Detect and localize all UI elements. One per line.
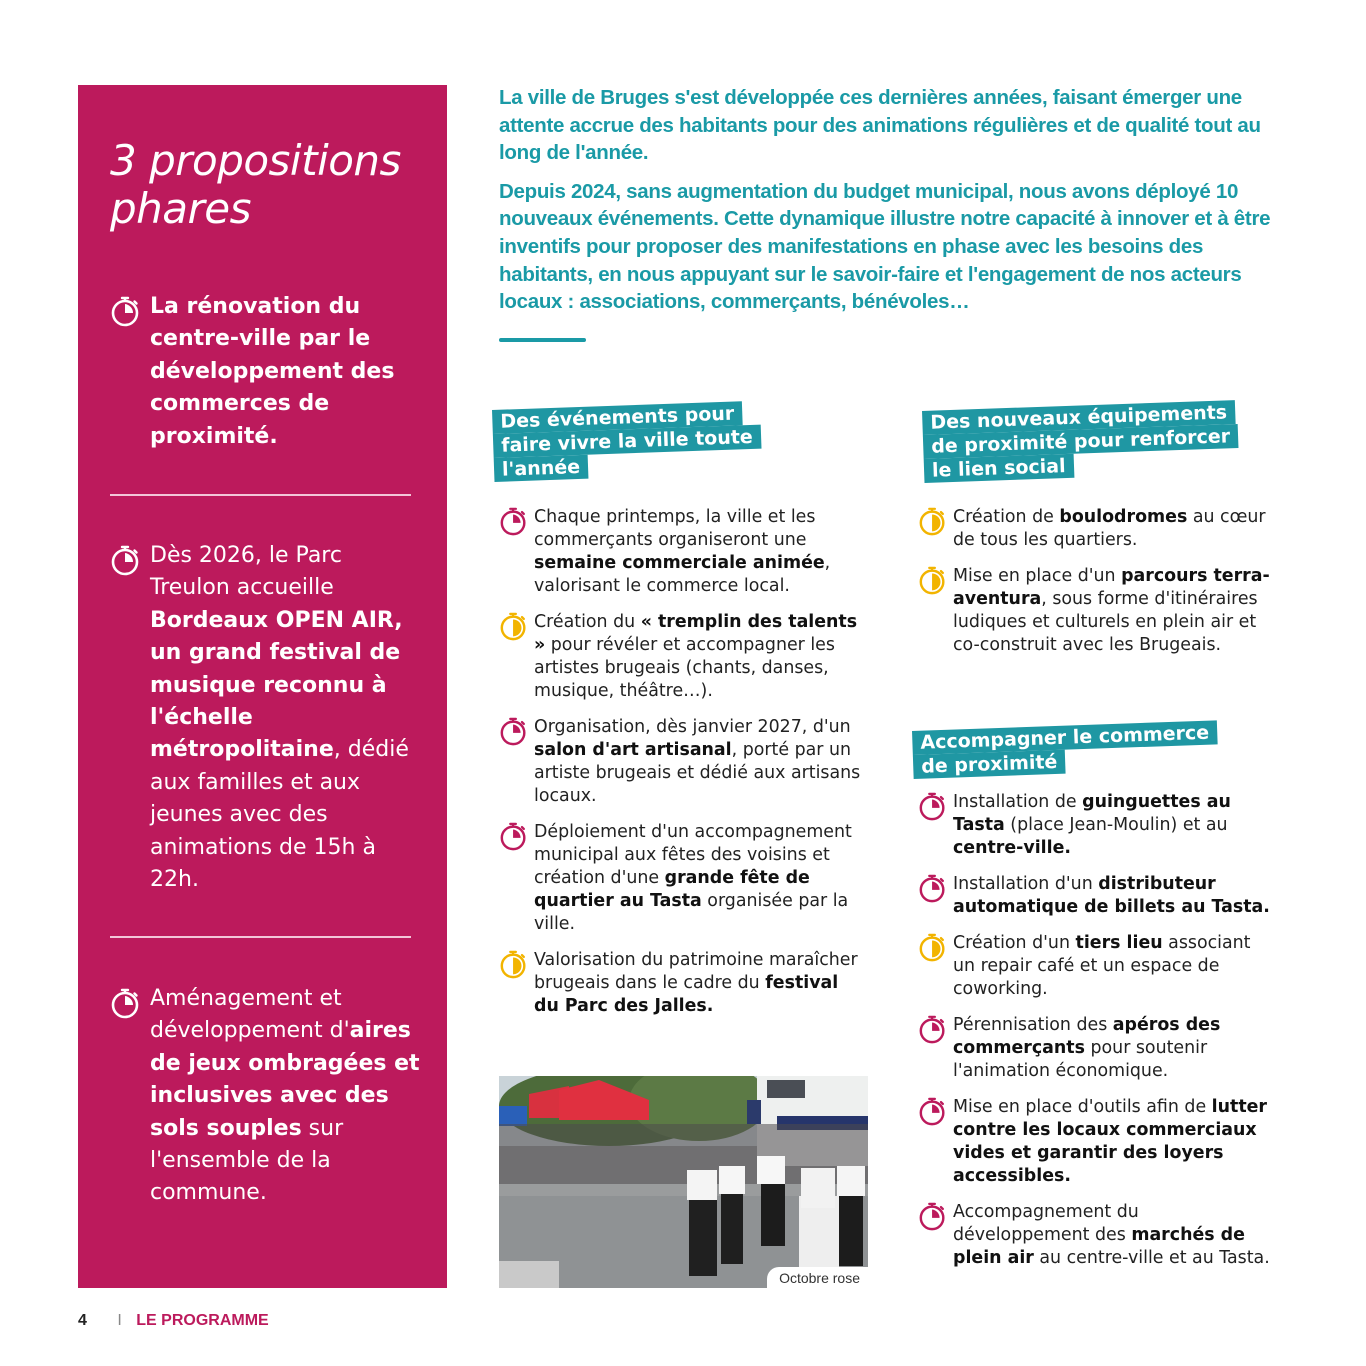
list-item-text [953,933,1251,999]
stopwatch-icon [499,821,529,851]
commerce-list [918,791,1278,1283]
emphasis-text: distributeur automatique de billets au Tasta. [953,874,1270,917]
body-text: Chaque printemps, la ville et les commerçants organiseront une [534,507,816,550]
emphasis-text: marchés de plein air [953,1225,1245,1268]
emphasis-text: tiers lieu [1075,933,1163,953]
body-text: Création de [953,507,1060,527]
sidebar-title-line1: 3 propositions [110,136,401,185]
photo-illustration [499,1076,868,1288]
equipment-list [918,506,1278,670]
stopwatch-icon [918,1014,948,1044]
list-item-text [534,717,860,806]
list-item-text [534,822,852,934]
sidebar-proposal-2 [110,540,420,896]
body-text: sur l'ensemble de la commune. [150,1115,344,1206]
section-heading-text: Accompagner le commerce de proximité [912,720,1217,779]
list-item-text [953,566,1270,655]
stopwatch-icon [499,611,529,641]
body-text: Organisation, dès janvier 2027, d'un [534,717,851,737]
stopwatch-icon [918,506,948,536]
emphasis-text: semaine commerciale animée [534,553,825,573]
emphasis-text: centre-ville. [953,838,1072,858]
list-item-text [953,507,1266,550]
list-item-text [534,950,858,1016]
stopwatch-icon [918,1096,948,1126]
list-item [918,1096,1278,1188]
body-text: Dès 2026, le Parc Treulon accueille [150,543,342,601]
list-item [918,1014,1278,1083]
intro-paragraph-1: La ville de Bruges s'est développée ces dernières années, faisant émerger une attente accrue des habitants pour des animations régulières et de qualité tout au long de l'année. [499,86,1261,165]
list-item-text [953,874,1270,917]
footer-section-label: LE PROGRAMME [136,1312,269,1329]
intro-divider [499,338,586,342]
body-text: Mise en place d'outils afin de [953,1097,1212,1117]
page-number: 4 [78,1312,87,1329]
list-item [499,506,869,598]
proposal-text [150,983,420,1210]
proposal-text [150,291,420,453]
list-item-text [953,792,1231,858]
body-text: associant un repair café et un espace de coworking. [953,933,1251,999]
body-text: , dédié aux familles et aux jeunes avec des animations de 15h à 22h. [150,737,409,893]
list-item [499,716,869,808]
body-text: Création d'un [953,933,1076,953]
photo-caption: Octobre rose [767,1267,868,1288]
footer-separator: I [117,1312,122,1329]
stopwatch-icon [110,987,142,1019]
emphasis-text: boulodromes [1059,507,1188,527]
page-footer [78,1312,269,1330]
body-text: pour révéler et accompagner les artistes brugeais (chants, danses, musique, théâtre…). [534,635,835,701]
emphasis-text: salon d'art artisanal [534,740,732,760]
sidebar-proposal-1 [110,291,420,453]
stopwatch-icon [918,873,948,903]
emphasis-text: festival du Parc des Jalles. [534,973,839,1016]
list-item [918,565,1278,657]
body-text: Pérennisation des [953,1015,1113,1035]
body-text: Mise en place d'un [953,566,1122,586]
list-item [918,932,1278,1001]
list-item-text [534,612,857,701]
body-text: Valorisation du patrimoine maraîcher brugeais dans le cadre du [534,950,858,993]
emphasis-text: La rénovation du centre-ville par le développement des commerces de proximité. [150,294,395,449]
sidebar-title-line2: phares [110,184,252,233]
list-item-text [953,1202,1270,1268]
sidebar-title [110,137,401,233]
sidebar-divider [110,494,411,496]
list-item [499,611,869,703]
stopwatch-icon [110,295,142,327]
body-text: Accompagnement du développement des [953,1202,1139,1245]
body-text: Installation de [953,792,1083,812]
emphasis-text: guinguettes au Tasta [953,792,1231,835]
emphasis-text: grande fête de quartier au Tasta [534,868,810,911]
list-item [499,949,869,1018]
body-text: , valorisant le commerce local. [534,553,831,596]
body-text: , sous forme d'itinéraires ludiques et culturels en plein air et co-construit avec les Brugeais. [953,589,1258,655]
emphasis-text: aires de jeux ombragées et inclusives avec des sols souples [150,1018,420,1141]
section-heading-events [492,401,754,482]
stopwatch-icon [918,565,948,595]
body-text: au centre-ville et au Tasta. [1033,1248,1270,1268]
emphasis-text: « tremplin des talents » [534,612,858,655]
section-heading-text: Des nouveaux équipements de proximité pour renforcer le lien social [922,400,1238,483]
events-list [499,506,869,1031]
emphasis-text: parcours terra-aventura [953,566,1270,609]
emphasis-text: lutter contre les locaux commerciaux vides et garantir des loyers accessibles. [953,1097,1268,1186]
proposal-text [150,540,420,896]
body-text: Installation d'un [953,874,1099,894]
body-text: organisée par la ville. [534,891,849,934]
stopwatch-icon [918,1201,948,1231]
sidebar-divider [110,936,411,938]
list-item [918,1201,1278,1270]
stopwatch-icon [110,544,142,576]
list-item-text [953,1097,1267,1186]
stopwatch-icon [918,932,948,962]
event-photo [499,1076,868,1288]
sidebar-proposal-3 [110,983,420,1210]
body-text: Aménagement et développement d' [150,986,350,1044]
body-text: (place Jean-Moulin) et au [1004,815,1228,835]
section-heading-commerce [912,720,1223,779]
list-item [918,873,1278,919]
stopwatch-icon [499,716,529,746]
section-heading-text: Des événements pour faire vivre la ville toute l'année [492,401,761,482]
list-item [918,791,1278,860]
stopwatch-icon [499,949,529,979]
section-heading-equipment [922,399,1254,482]
stopwatch-icon [918,791,948,821]
list-item [918,506,1278,552]
list-item-text [534,507,830,596]
body-text: , porté par un artiste brugeais et dédié aux artisans locaux. [534,740,861,806]
emphasis-text: apéros des commerçants [953,1015,1221,1058]
list-item [499,821,869,936]
body-text: au cœur de tous les quartiers. [953,507,1266,550]
body-text: pour soutenir l'animation économique. [953,1038,1208,1081]
emphasis-text: Bordeaux OPEN AIR, un grand festival de musique reconnu à l'échelle métropolitaine [150,607,403,763]
intro-paragraph-2: Depuis 2024, sans augmentation du budget municipal, nous avons déployé 10 nouveaux événements. Cette dynamique illustre notre capacité à innover et à être inventifs pour proposer des manifestations en phase avec les besoins des habitants, en nous appuyant sur le savoir-faire et l'engagement de nos acteurs locaux : associations, commerçants, bénévoles… [499,179,1271,314]
intro-text [499,84,1289,327]
list-item-text [953,1015,1220,1081]
sidebar-panel [78,85,447,1288]
body-text: Création du [534,612,641,632]
body-text: Déploiement d'un accompagnement municipal aux fêtes des voisins et création d'une [534,822,852,888]
stopwatch-icon [499,506,529,536]
